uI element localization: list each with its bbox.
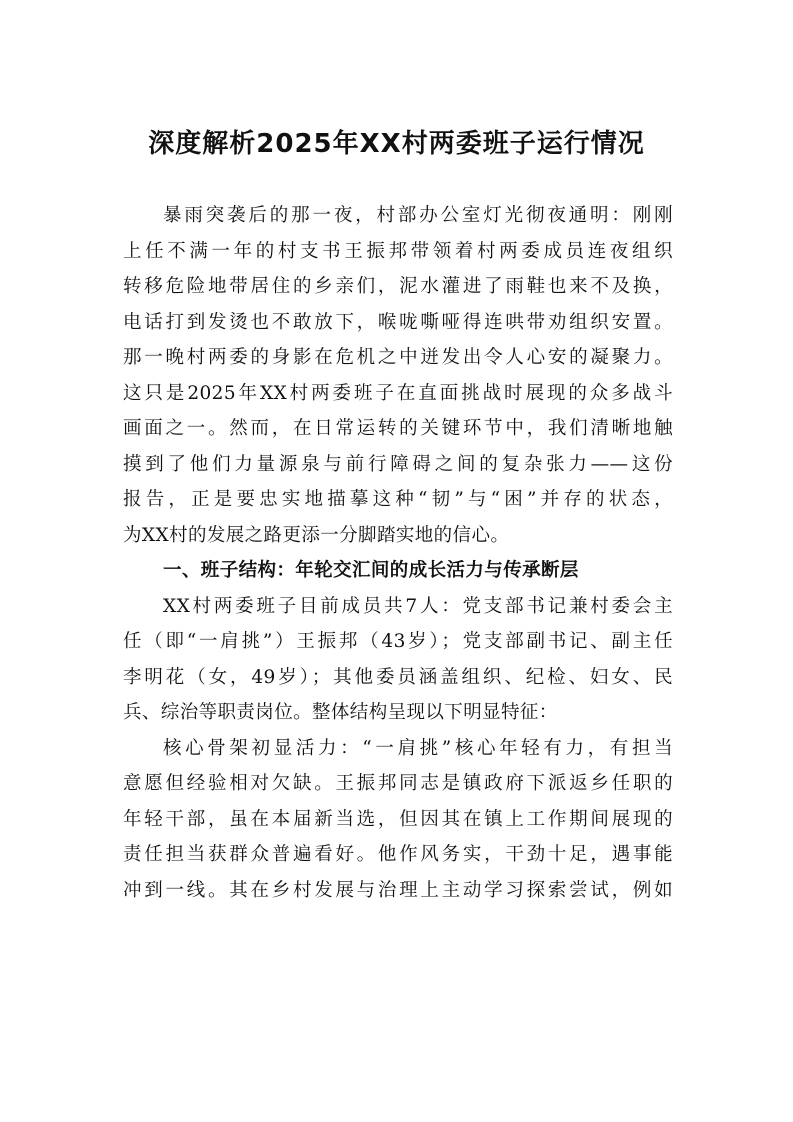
- paragraph-line: 画面之一。然而，在日常运转的关键环节中，我们清晰地触: [123, 418, 673, 439]
- paragraph-line: 李明花（女，49岁）；其他委员涵盖组织、纪检、妇女、民: [123, 666, 673, 688]
- paragraph-line: 暴雨突袭后的那一夜，村部办公室灯光彻夜通明：刚刚: [163, 205, 673, 226]
- paragraph-line: 报告，正是要忠实地描摹这种“韧”与“困”并存的状态，: [123, 489, 673, 510]
- paragraph-line: 为XX村的发展之路更添一分脚踏实地的信心。: [123, 524, 510, 546]
- paragraph-line: 转移危险地带居住的乡亲们，泥水灌进了雨鞋也来不及换，: [123, 276, 673, 297]
- paragraph-line: 这只是2025年XX村两委班子在直面挑战时展现的众多战斗: [123, 382, 673, 404]
- document-body: [123, 198, 673, 908]
- paragraph-line: 核心骨架初显活力：“一肩挑”核心年轻有力，有担当: [163, 737, 673, 759]
- paragraph-line: 责任担当获群众普遍看好。他作风务实，干劲十足，遇事能: [123, 844, 673, 865]
- paragraph-line: 摸到了他们力量源泉与前行障碍之间的复杂张力——这份: [123, 453, 673, 475]
- paragraph-line: 兵、综治等职责岗位。整体结构呈现以下明显特征：: [123, 702, 558, 723]
- paragraph-line: 电话打到发烫也不敢放下，喉咙嘶哑得连哄带劝组织安置。: [123, 311, 673, 333]
- paragraph-line: 年轻干部，虽在本届新当选，但因其在镇上工作期间展现的: [123, 808, 673, 830]
- paragraph-line: 意愿但经验相对欠缺。王振邦同志是镇政府下派返乡任职的: [123, 773, 673, 794]
- paragraph-line: XX村两委班子目前成员共7人：党支部书记兼村委会主: [163, 595, 673, 617]
- section-heading: 一、班子结构：年轮交汇间的成长活力与传承断层: [163, 560, 579, 581]
- paragraph-line: 冲到一线。其在乡村发展与治理上主动学习探索尝试，例如: [123, 879, 673, 901]
- document-title: 深度解析2025年XX村两委班子运行情况: [148, 129, 645, 159]
- paragraph-line: 那一晚村两委的身影在危机之中迸发出令人心安的凝聚力。: [123, 347, 673, 368]
- paragraph-line: 任（即“一肩挑”）王振邦（43岁）；党支部副书记、副主任: [123, 631, 673, 652]
- paragraph-line: 上任不满一年的村支书王振邦带领着村两委成员连夜组织: [123, 240, 673, 262]
